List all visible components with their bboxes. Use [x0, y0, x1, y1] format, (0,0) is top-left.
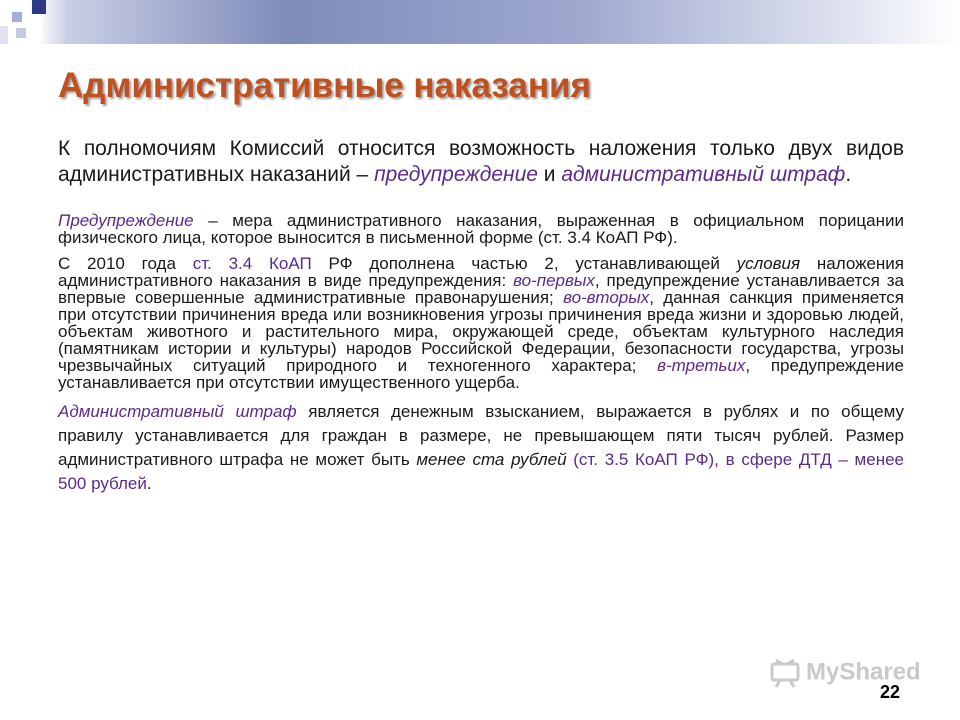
term-warning: Предупреждение	[58, 211, 194, 230]
text-run: наложения административного наказания в виде предупреждения:	[58, 254, 904, 290]
text-run: , предупреждение устанавливается за впервые совершенные административные правонарушения;	[58, 271, 904, 307]
slide-title: Административные наказания	[58, 66, 591, 105]
text-run: является денежным взысканием, выражается в рублях и по общему правилу устанавливается для граждан в размере, не превышающем пяти тысяч рублей. Размер административного штрафа не может быть	[58, 402, 904, 469]
term-fine: административный штраф	[561, 163, 846, 186]
decor-square	[0, 26, 8, 44]
term-fine: Административный штраф	[58, 402, 297, 421]
text-run: РФ дополнена частью 2, устанавливающей	[311, 254, 737, 273]
decor-square	[0, 0, 12, 12]
text-run: .	[845, 163, 852, 186]
text-run: и	[537, 163, 562, 186]
enumeration-third: в-третьих	[657, 356, 746, 375]
warning-definition-paragraph	[58, 212, 904, 246]
presentation-icon	[768, 658, 802, 688]
emphasis-text: менее ста рублей	[416, 450, 567, 469]
text-run: , данная санкция применяется при отсутствии причинения вреда или возникновения угрозы причинения вреда жизни и здоровью людей, объектам животного и растительного мира, окружающей среде, объектам культурного наследия (памятникам истории и культуры) народов Российской Федерации, безопасности государства, угрозы чрезвычайных ситуаций природного и техногенного характера;	[58, 288, 904, 375]
intro-paragraph	[58, 136, 904, 188]
slide-body	[58, 136, 904, 496]
decor-square	[12, 12, 22, 22]
emphasis-text: условия	[736, 254, 801, 273]
term-warning: предупреждение	[374, 163, 538, 186]
text-run: С 2010 года	[58, 254, 193, 273]
watermark-text: MyShared	[806, 658, 921, 686]
text-run: – мера административного наказания, выраженная в официальном порицании физического лица, которое выносится в письменной форме (ст. 3.4 КоАП РФ).	[58, 211, 904, 247]
decor-square	[30, 22, 42, 34]
enumeration-first: во-первых	[513, 271, 595, 290]
text-run: , предупреждение устанавливается при отсутствии имущественного ущерба.	[58, 356, 904, 392]
text-run: .	[146, 474, 152, 493]
law-reference: ст. 3.4 КоАП	[192, 254, 312, 273]
decor-square	[32, 0, 46, 14]
page-number: 22	[880, 682, 901, 702]
fine-definition-paragraph	[58, 400, 904, 496]
conditions-paragraph	[58, 255, 904, 391]
law-reference: (ст. 3.5 КоАП РФ), в сфере ДТД – менее 500 рублей	[58, 450, 904, 493]
text-run: К полномочиям Комиссий относится возможность наложения только двух видов административных наказаний –	[58, 137, 904, 186]
decor-square	[16, 28, 26, 38]
enumeration-second: во-вторых	[563, 288, 650, 307]
header-gradient-bar	[0, 0, 960, 44]
